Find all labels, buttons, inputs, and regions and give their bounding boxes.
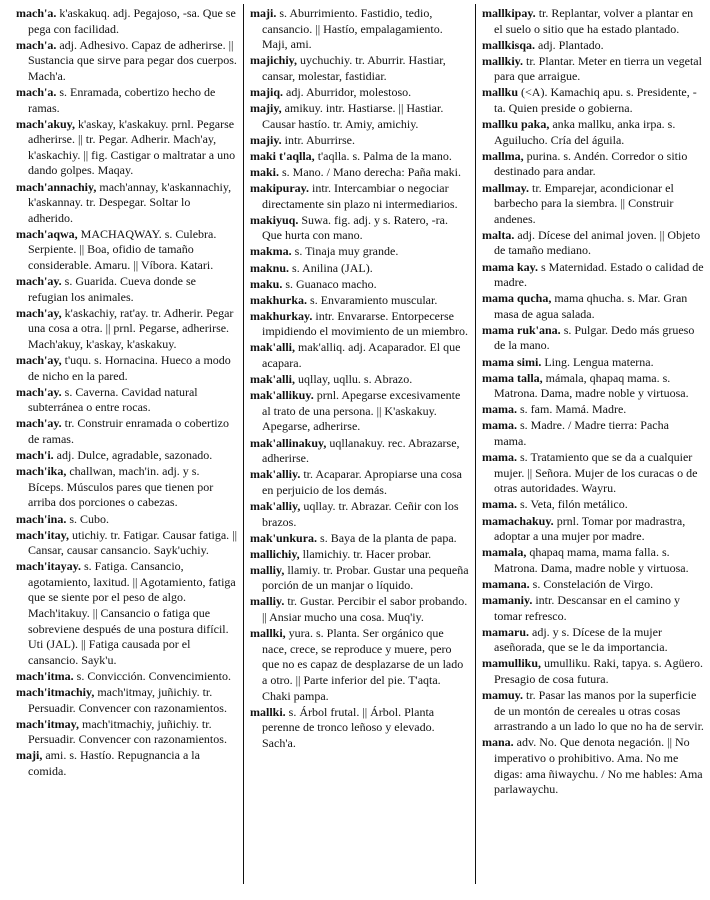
entry-definition: s. Envaramiento muscular. (307, 292, 438, 307)
dictionary-entry (16, 717, 238, 748)
dictionary-entry (250, 372, 470, 388)
entry-definition: intr. Descansar en el camino y tomar refresco. (494, 592, 680, 623)
dictionary-entry (482, 735, 704, 797)
entry-headword: mallkipay. (482, 6, 536, 20)
entry-headword: mallku (482, 85, 519, 100)
dictionary-entry (16, 748, 238, 779)
entry-definition: tr. Gustar. Percibir el sabor probando. || Ansiar mucho una cosa. Muq'iy. (262, 594, 468, 625)
dictionary-entry (16, 6, 238, 37)
entry-headword: mak'unkura. (250, 530, 318, 545)
entry-definition: s. Convicción. Convencimiento. (73, 668, 231, 683)
dictionary-entry (482, 402, 704, 418)
entry-headword: mak'alliy. (250, 467, 301, 482)
entry-headword: mach'a. (16, 37, 57, 52)
dictionary-entry (250, 133, 470, 149)
dictionary-entry (16, 274, 238, 305)
dictionary-entry (16, 448, 238, 464)
entry-headword: mach'i. (16, 448, 54, 463)
entry-headword: mach'akuy, (16, 116, 76, 131)
entry-definition: tr. Plantar. Meter en tierra un vegetal para que arraigue. (494, 53, 702, 84)
entry-definition: mach'annay, k'askannachiy, k'askannay. tr. Despegar. Soltar lo adherido. (28, 179, 232, 225)
dictionary-entry (482, 228, 704, 259)
entry-headword: mallkiy. (482, 53, 524, 68)
dictionary-entry (250, 6, 470, 53)
entry-definition: amikuy. intr. Hastiarse. || Hastiar. Causar hastío. tr. Amiy, amichiy. (262, 101, 444, 131)
entry-headword: majiy. (250, 132, 282, 147)
entry-headword: mamachakuy. (482, 513, 554, 528)
entry-headword: mallku paka, (482, 117, 550, 132)
entry-headword: mallmay. (482, 180, 529, 195)
dictionary-entry (482, 117, 704, 148)
dictionary-entry (250, 85, 470, 101)
entry-definition: mámala, qhapaq mama. s. Matrona. Dama, madre noble y virtuosa. (494, 370, 689, 401)
entry-definition: adj. y s. Dícese de la mujer aseñorada, que se le da importancia. (494, 624, 668, 655)
dictionary-entry (250, 340, 470, 371)
entry-definition: purina. s. Andén. Corredor o sitio destinado para andar. (494, 148, 688, 179)
dictionary-entry (250, 53, 470, 84)
entry-definition: qhapaq mama, mama falla. s. Matrona. Dama, madre noble y virtuosa. (494, 545, 689, 575)
entry-definition: k'askakuq. adj. Pegajoso, -sa. Que se pega con facilidad. (28, 6, 236, 36)
entry-definition: uqllay, uqllu. s. Abrazo. (295, 372, 413, 387)
dictionary-entry (482, 577, 704, 593)
entry-headword: mach'ay, (16, 353, 62, 368)
entry-definition: adj. Dulce, agradable, sazonado. (53, 448, 213, 463)
entry-definition: uychuchiy. tr. Aburrir. Hastiar, cansar, molestar, fastidiar. (262, 53, 446, 83)
entry-headword: mama. (482, 450, 517, 465)
entry-headword: majiy, (250, 101, 282, 116)
dictionary-entry (250, 149, 470, 165)
dictionary-entry (482, 545, 704, 576)
entry-definition: MACHAQWAY. s. Culebra. Serpiente. || Boa, ofidio de tamaño considerable. Amaru. || Víbora. Katari. (28, 226, 217, 272)
dictionary-entry (250, 213, 470, 244)
entry-definition: Suwa. fig. adj. y s. Ratero, -ra. Que hurta con mano. (262, 212, 448, 243)
entry-headword: mamuy. (482, 688, 524, 703)
entry-headword: mach'a. (16, 6, 57, 20)
entry-headword: mach'a. (16, 84, 57, 99)
entry-definition: llamiy. tr. Probar. Gustar una pequeña porción de un manjar o líquido. (262, 562, 469, 593)
entry-definition: s. Enramada, cobertizo hecho de ramas. (28, 84, 216, 115)
dictionary-entry (250, 293, 470, 309)
entry-definition: adj. Dícese del animal joven. || Objeto de tamaño mediano. (494, 227, 701, 258)
entry-headword: mama talla, (482, 370, 543, 385)
entry-headword: mamaru. (482, 624, 529, 639)
entry-definition: tr. Acaparar. Apropiarse una cosa en perjuicio de los demás. (262, 467, 462, 497)
entry-definition: adj. Aburridor, molestoso. (283, 84, 412, 99)
entry-headword: mach'itay, (16, 527, 69, 542)
entry-definition: mach'itmachiy, juñichiy. tr. Persuadir. Convencer con razonamientos. (28, 716, 227, 747)
entry-definition: Ling. Lengua materna. (541, 354, 654, 369)
dictionary-entry (250, 181, 470, 212)
entry-headword: malliy, (250, 562, 285, 577)
dictionary-entry (250, 388, 470, 435)
entry-definition: s. fam. Mamá. Madre. (517, 402, 627, 417)
entry-headword: mama simi. (482, 354, 542, 369)
entry-definition: umulliku. Raki, tapya. s. Agüero. Presagio de cosa futura. (494, 656, 703, 686)
entry-headword: mach'ay. (16, 274, 62, 289)
entry-headword: makhurka. (250, 292, 308, 307)
entry-headword: mamaniy. (482, 592, 533, 607)
entry-headword: mallkisqa. (482, 37, 536, 52)
entry-definition: s. Tinaja muy grande. (291, 244, 399, 259)
entry-definition: s. Pulgar. Dedo más grueso de la mano. (494, 322, 695, 353)
entry-definition: s. Mano. / Mano derecha: Paña maki. (279, 164, 461, 179)
entry-headword: mallichiy, (250, 546, 300, 561)
entry-headword: maki. (250, 164, 280, 179)
dictionary-entry (482, 6, 704, 37)
entry-headword: majiq. (250, 84, 283, 99)
dictionary-entry (250, 547, 470, 563)
entry-definition: uqllanakuy. rec. Abrazarse, adherirse. (262, 435, 460, 466)
entry-definition: tr. Construir enramada o cobertizo de ramas. (28, 416, 229, 447)
entry-headword: mama ruk'ana. (482, 322, 561, 337)
dictionary-entry (16, 385, 238, 416)
entry-headword: mamana. (482, 576, 530, 591)
entry-headword: makipuray. (250, 181, 310, 196)
dictionary-entry (16, 528, 238, 559)
entry-headword: mach'ay. (16, 416, 62, 431)
entry-definition: s. Árbol frutal. || Árbol. Planta perenne de tronco leñoso y elevado. Sach'a. (262, 704, 435, 750)
dictionary-entry (482, 418, 704, 449)
entry-definition: adj. Plantado. (535, 37, 604, 52)
entry-definition: adj. Adhesivo. Capaz de adherirse. || Sustancia que sirve para pegar dos cuerpos. Mach'a. (28, 37, 237, 83)
entry-headword: maji, (16, 748, 43, 763)
dictionary-entry (16, 464, 238, 511)
dictionary-entry (250, 165, 470, 181)
dictionary-entry (482, 514, 704, 545)
entry-definition: mak'alliq. adj. Acaparador. El que acapara. (262, 340, 461, 371)
dictionary-entry (16, 669, 238, 685)
dictionary-entry (482, 54, 704, 85)
entry-definition: anka mallku, anka irpa. s. Aguilucho. Cría del águila. (494, 117, 676, 147)
entry-headword: mach'annachiy, (16, 179, 97, 194)
dictionary-entry (250, 244, 470, 260)
dictionary-entry (16, 685, 238, 716)
column-divider (475, 4, 476, 884)
entry-definition: intr. Aburrirse. (281, 132, 355, 147)
entry-definition: s. Guanaco macho. (282, 276, 377, 291)
dictionary-entry (16, 85, 238, 116)
dictionary-entry (16, 512, 238, 528)
dictionary-entry (250, 705, 470, 752)
entry-definition: s. Cubo. (66, 511, 110, 526)
dictionary-entry (250, 594, 470, 625)
entry-headword: maki t'aqlla, (250, 148, 315, 163)
entry-headword: mallki. (250, 704, 286, 719)
entry-headword: mallki, (250, 626, 286, 641)
entry-definition: s. Veta, filón metálico. (517, 497, 628, 512)
dictionary-entry (250, 277, 470, 293)
entry-definition: tr. Pasar las manos por la superficie de un montón de cereales u otras cosas arrastrando a un lado lo que no ha de servir. (494, 688, 704, 734)
dictionary-entry (482, 688, 704, 735)
entry-definition: mach'itmay, juñichiy. tr. Persuadir. Convencer con razonamientos. (28, 685, 227, 715)
entry-definition: s. Madre. / Madre tierra: Pacha mama. (494, 418, 669, 449)
entry-headword: mama. (482, 402, 517, 417)
entry-definition: t'aqlla. s. Palma de la mano. (314, 148, 452, 163)
entry-headword: mach'itayay. (16, 559, 81, 574)
entry-definition: s Maternidad. Estado o calidad de madre. (494, 259, 704, 290)
entry-headword: mach'ay, (16, 305, 62, 320)
entry-headword: mak'alliy, (250, 498, 301, 513)
entry-headword: mana. (482, 735, 514, 750)
dictionary-entry (482, 323, 704, 354)
entry-definition: s. Fatiga. Cansancio, agotamiento, laxitud. || Agotamiento, fatiga que se siente por el peso de algo. Mach'itakuy. || Cansancio o fatiga que sobreviene después de una postura difícil. Uti (JAL). || Fatiga causada por el cansancio. Sayk'u. (28, 559, 236, 667)
entry-headword: mama. (482, 497, 517, 512)
entry-headword: maku. (250, 276, 283, 291)
dictionary-entry (16, 227, 238, 274)
entry-definition: intr. Envararse. Entorpecerse impidiendo el movimiento de un miembro. (262, 308, 468, 339)
column-right (482, 6, 704, 798)
dictionary-entry (482, 291, 704, 322)
dictionary-entry (16, 353, 238, 384)
dictionary-entry (250, 531, 470, 547)
dictionary-entry (16, 38, 238, 85)
dictionary-entry (250, 436, 470, 467)
dictionary-entry (482, 497, 704, 513)
entry-definition: t'uqu. s. Hornacina. Hueco a modo de nicho en la pared. (28, 353, 231, 383)
entry-headword: makiyuq. (250, 212, 299, 227)
entry-headword: mach'itma. (16, 668, 74, 683)
entry-definition: k'askay, k'askakuy. prnl. Pegarse adherirse. || tr. Pegar. Adherir. Mach'ay, k'askachiy. || fig. Castigar o maltratar a uno dando golpes. Maqay. (28, 116, 236, 178)
entry-headword: mak'alli, (250, 372, 296, 387)
entry-definition: s. Constelación de Virgo. (529, 576, 654, 591)
column-left (16, 6, 238, 780)
entry-headword: mach'ina. (16, 511, 67, 526)
entry-definition: s. Aburrimiento. Fastidio, tedio, cansancio. || Hastío, empalagamiento. Maji, ami. (262, 6, 443, 52)
entry-definition: utichiy. tr. Fatigar. Causar fatiga. || Cansar, causar cansancio. Sayk'uchiy. (28, 527, 237, 558)
entry-headword: mama qucha, (482, 291, 552, 306)
column-middle (250, 6, 470, 752)
dictionary-entry (482, 625, 704, 656)
dictionary-entry (16, 117, 238, 179)
dictionary-entry (250, 101, 470, 132)
entry-definition: s. Guarida. Cueva donde se refugian los animales. (28, 274, 196, 304)
entry-definition: challwan, mach'in. adj. y s. Bíceps. Músculos pares que tienen por arriba dos porciones o cabezas. (28, 464, 214, 510)
entry-definition: s. Tratamiento que se da a cualquier mujer. || Señora. Mujer de los curacas o de otras autoridades. Wayru. (494, 450, 698, 496)
entry-headword: mach'ay. (16, 384, 62, 399)
entry-headword: mallma, (482, 148, 524, 163)
dictionary-entry (16, 559, 238, 668)
dictionary-entry (250, 467, 470, 498)
dictionary-entry (16, 416, 238, 447)
dictionary-entry (250, 563, 470, 594)
entry-headword: mak'allikuy. (250, 388, 314, 403)
entry-headword: mak'alli, (250, 340, 296, 355)
entry-definition: (<A). Kamachiq apu. s. Presidente, -ta. Quien preside o gobierna. (494, 85, 697, 116)
column-divider (243, 4, 244, 884)
entry-headword: makma. (250, 244, 292, 259)
entry-definition: llamichiy. tr. Hacer probar. (299, 546, 432, 561)
dictionary-entry (482, 38, 704, 54)
entry-headword: mach'itmachiy, (16, 685, 95, 700)
dictionary-entry (482, 149, 704, 180)
entry-definition: s. Baya de la planta de papa. (317, 530, 457, 545)
dictionary-entry (16, 180, 238, 227)
entry-headword: malta. (482, 227, 515, 242)
entry-definition: tr. Emparejar, acondicionar el barbecho para la siembra. || Construir andenes. (494, 180, 674, 226)
entry-headword: mach'itmay, (16, 716, 79, 731)
entry-definition: prnl. Apegarse excesivamente al trato de una persona. || K'askakuy. Apegarse, adherirse. (262, 388, 461, 434)
entry-headword: maji. (250, 6, 277, 20)
entry-headword: maknu. (250, 260, 290, 275)
dictionary-entry (482, 85, 704, 116)
dictionary-entry (482, 355, 704, 371)
entry-headword: mach'aqwa, (16, 226, 78, 241)
dictionary-entry (482, 371, 704, 402)
entry-headword: mamala, (482, 545, 527, 560)
dictionary-entry (482, 656, 704, 687)
entry-definition: s. Caverna. Cavidad natural subterránea o entre rocas. (28, 384, 198, 415)
entry-definition: uqllay. tr. Abrazar. Ceñir con los brazos. (262, 498, 459, 529)
entry-definition: s. Anilina (JAL). (289, 260, 373, 275)
dictionary-entry (482, 181, 704, 228)
dictionary-entry (250, 309, 470, 340)
entry-headword: mama kay. (482, 259, 539, 274)
entry-definition: ami. s. Hastío. Repugnancia a la comida. (28, 748, 200, 778)
entry-definition: prnl. Tomar por madrastra, adoptar a una mujer por madre. (494, 513, 686, 544)
entry-headword: majichiy, (250, 53, 297, 68)
entry-headword: mak'allinakuy, (250, 435, 327, 450)
entry-headword: mama. (482, 418, 517, 433)
dictionary-entry (482, 593, 704, 624)
entry-headword: mamulliku, (482, 656, 542, 671)
entry-definition: mama qhucha. s. Mar. Gran masa de agua salada. (494, 291, 688, 321)
entry-definition: k'askachiy, rat'ay. tr. Adherir. Pegar una cosa a otra. || prnl. Pegarse, adherirse. Mach'akuy, k'askay, k'askakuy. (28, 305, 234, 351)
dictionary-entry (250, 626, 470, 704)
dictionary-entry (250, 499, 470, 530)
entry-definition: tr. Replantar, volver a plantar en el suelo o sitio que ha estado plantado. (494, 6, 694, 36)
dictionary-entry (250, 261, 470, 277)
entry-headword: mach'ika, (16, 464, 67, 479)
entry-definition: intr. Intercambiar o negociar directamente sin plazo ni intermediarios. (262, 181, 458, 211)
entry-headword: malliy. (250, 594, 285, 609)
entry-definition: yura. s. Planta. Ser orgánico que nace, crece, se reproduce y muere, pero que no es capaz de desplazarse de un lado a otro. || Parte inferior del pie. T'aqta. Chaki pampa. (262, 626, 464, 703)
dictionary-entry (16, 306, 238, 353)
entry-definition: adv. No. Que denota negación. || No imperativo o prohibitivo. Ama. No me digas: ama ñiwaychu. / No me hables: Ama parlawaychu. (494, 735, 703, 797)
dictionary-entry (482, 260, 704, 291)
dictionary-entry (482, 450, 704, 497)
entry-headword: makhurkay. (250, 308, 313, 323)
